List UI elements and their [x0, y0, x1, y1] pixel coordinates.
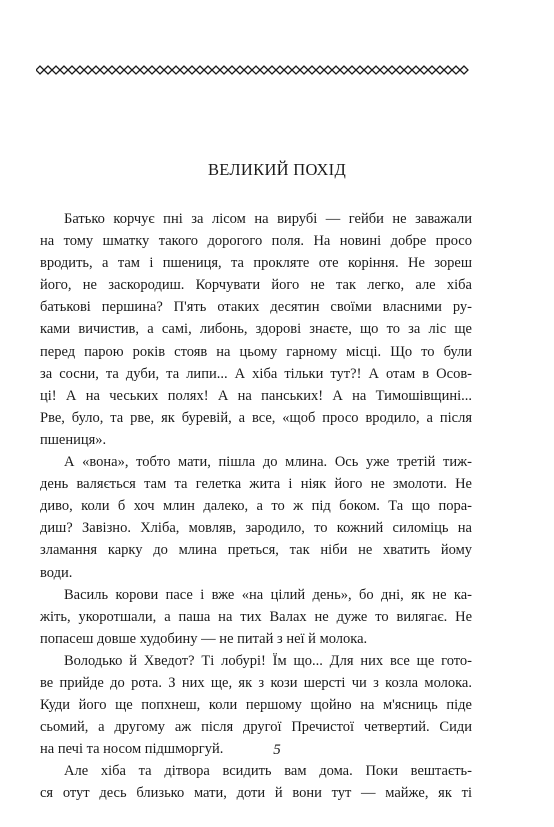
- ornament-link: [52, 66, 60, 74]
- text-line: зламання карку до млина преться, так ніби не хватить йому: [40, 542, 472, 559]
- ornament-link: [460, 66, 468, 74]
- ornament-link: [420, 66, 428, 74]
- text-line: ками вичистив, а самі, либонь, здорові знаєте, що то за ліс ще: [40, 321, 472, 338]
- text-line: Але хіба та дітвора всидить вам дома. Поки вештаєть-: [64, 763, 472, 780]
- ornament-link: [300, 66, 308, 74]
- ornament-link: [332, 66, 340, 74]
- ornament-link: [140, 66, 148, 74]
- text-line: попасеш довше худобину — не питай з неї й молока.: [40, 630, 368, 647]
- text-line: Куди його ще попхнеш, коли першому щойно на м'ясниць піде: [40, 697, 472, 714]
- ornament-link: [68, 66, 76, 74]
- ornament-link: [444, 66, 452, 74]
- text-line: жіть, укоротшали, а паша на тих Валах не дуже то вилягає. Не: [40, 608, 472, 625]
- ornament-link: [316, 66, 324, 74]
- ornament-link: [268, 66, 276, 74]
- ornament-link: [180, 66, 188, 74]
- text-line: день валяється там та гелетка жита і ніяк його не змолоти. Не: [40, 476, 472, 493]
- ornament-link: [452, 66, 460, 74]
- ornament-link: [396, 66, 404, 74]
- ornament-link: [212, 66, 220, 74]
- ornament-link: [148, 66, 156, 74]
- ornament-link: [220, 66, 228, 74]
- ornament-link: [164, 66, 172, 74]
- chapter-title: ВЕЛИКИЙ ПОХІД: [207, 160, 347, 179]
- text-line: Батько корчує пні за лісом на вирубі — гейби не заважали: [64, 211, 472, 227]
- ornament-link: [436, 66, 444, 74]
- ornament-link: [428, 66, 436, 74]
- ornament-link: [292, 66, 300, 74]
- text-line: на тому шматку такого дорогого поля. На новині добре просо: [40, 233, 472, 250]
- text-line: А «вона», тобто мати, пішла до млина. Ось уже третій тиж-: [64, 454, 472, 471]
- text-line: сьомий, а другому аж після другої Пречистої четвертий. Сиди: [40, 719, 472, 736]
- ornament-link: [116, 66, 124, 74]
- text-line: за сосни, та дуби, та липи... А хіба тільки тут?! А отам в Осов-: [40, 365, 472, 382]
- ornament-link: [108, 66, 116, 74]
- text-line: на печі та носом підшморгуй.: [40, 741, 224, 758]
- text-line: пшениця».: [40, 431, 107, 448]
- ornament-link: [228, 66, 236, 74]
- ornament-link: [196, 66, 204, 74]
- ornament-link: [412, 66, 420, 74]
- ornament-link: [60, 66, 68, 74]
- text-line: ве прийде до рота. З них ще, як з кози шерсті чи з козла молока.: [40, 674, 472, 691]
- text-line: води.: [40, 564, 73, 581]
- page-number: 5: [273, 742, 281, 758]
- ornament-link: [388, 66, 396, 74]
- ornament-link: [308, 66, 316, 74]
- ornament-link: [348, 66, 356, 74]
- ornament-link: [124, 66, 132, 74]
- text-line: диво, коли б хоч млин далеко, а то ж під боком. Та що пора-: [40, 498, 472, 515]
- ornament-link: [188, 66, 196, 74]
- ornament-link: [380, 66, 388, 74]
- ornament-link: [340, 66, 348, 74]
- ornament-link: [364, 66, 372, 74]
- text-line: ся отут десь близько мати, доти й вони тут — майже, як ті: [40, 785, 472, 802]
- ornament-link: [44, 66, 52, 74]
- ornament-link: [404, 66, 412, 74]
- ornament-link: [76, 66, 84, 74]
- ornament-link: [84, 66, 92, 74]
- ornament-link: [324, 66, 332, 74]
- decorative-ornament-border: [36, 64, 472, 76]
- text-line: перед парою років стояв на цьому гарному місці. Що то були: [40, 343, 472, 360]
- ornament-link: [252, 66, 260, 74]
- text-line: його, не заскородиш. Корчувати його не так легко, але хіба: [40, 277, 472, 294]
- ornament-link: [244, 66, 252, 74]
- ornament-link: [132, 66, 140, 74]
- text-line: диш? Завізно. Хліба, мовляв, зародило, то кожний силоміць на: [40, 520, 472, 537]
- ornament-link: [356, 66, 364, 74]
- text-line: батькові першина? П'ять отаких десятин своїми власними ру-: [40, 299, 472, 316]
- ornament-link: [284, 66, 292, 74]
- text-line: ці! А на чеських полях! А на панських! А на Тимошівщині...: [40, 387, 472, 404]
- ornament-link: [100, 66, 108, 74]
- ornament-link: [260, 66, 268, 74]
- ornament-link: [92, 66, 100, 74]
- text-line: Володько й Хведот? Ті лобурі! Їм що... Для них все ще гото-: [64, 652, 472, 669]
- text-line: вродить, а там і пшениця, та прокляте оте коріння. Не зореш: [40, 255, 472, 272]
- ornament-link: [276, 66, 284, 74]
- ornament-link: [204, 66, 212, 74]
- ornament-link: [236, 66, 244, 74]
- ornament-link: [36, 66, 44, 74]
- text-line: Василь корови пасе і вже «на цілий день», бо дні, як не ка-: [64, 586, 472, 603]
- ornament-link: [372, 66, 380, 74]
- ornament-link: [172, 66, 180, 74]
- ornament-link: [156, 66, 164, 74]
- body-text: [40, 208, 472, 805]
- text-line: Рве, було, та рве, як буревій, а все, «щоб просо вродило, а після: [40, 409, 472, 426]
